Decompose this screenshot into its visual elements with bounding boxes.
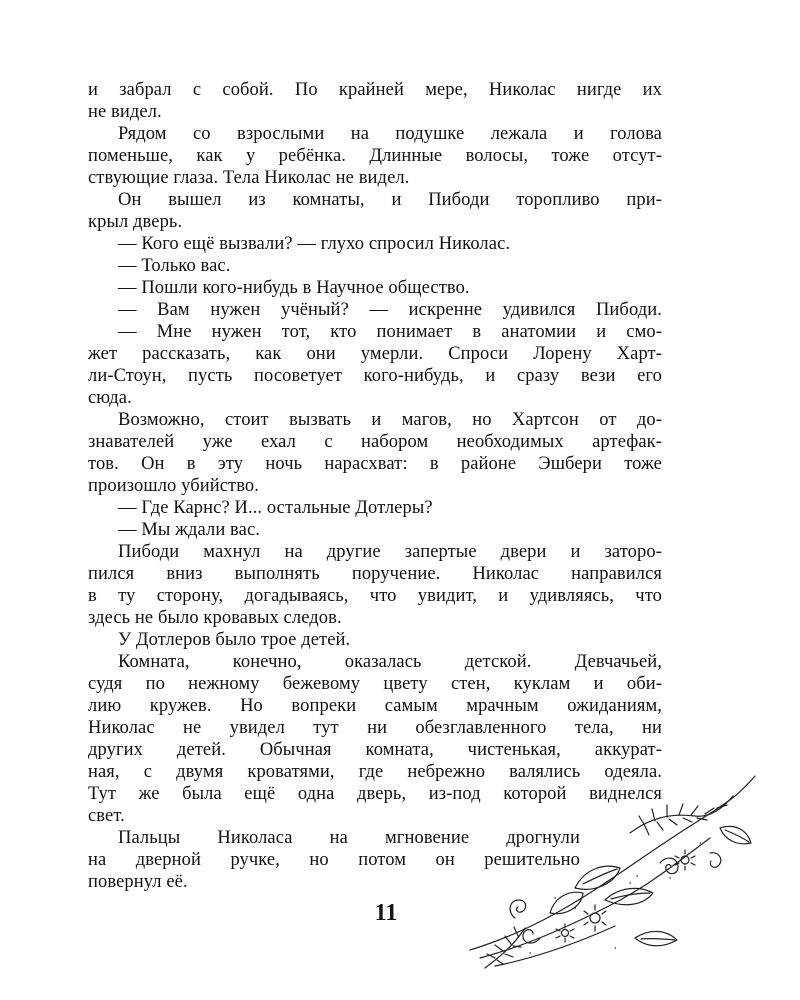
text-line: — Кого ещё вызвали? — глухо спросил Николас. — [118, 234, 511, 254]
text-line: ствующие глаза. Тела Николас не видел. — [88, 168, 410, 188]
text-line: ная, с двумя кроватями, где небрежно валялись одеяла. — [88, 762, 662, 782]
text-line: здесь не было кровавых следов. — [88, 608, 342, 628]
floral-ornament-icon — [455, 768, 765, 978]
text-line: — Мне нужен тот, кто понимает в анатомии и смо- — [118, 322, 662, 342]
text-line: Тут же была ещё одна дверь, из-под которой виднелся — [88, 784, 662, 804]
page-number: 11 — [374, 900, 398, 926]
text-line: — Пошли кого-нибудь в Научное общество. — [118, 278, 470, 298]
text-line: Рядом со взрослыми на подушке лежала и голова — [118, 124, 662, 144]
text-line: крыл дверь. — [88, 212, 183, 232]
text-line: У Дотлеров было трое детей. — [118, 630, 351, 650]
text-line: Пибоди махнул на другие запертые двери и заторо- — [118, 542, 662, 562]
text-line: Пальцы Николаса на мгновение дрогнули — [118, 828, 580, 848]
text-line: в ту сторону, догадываясь, что увидит, и удивляясь, что — [88, 586, 662, 606]
text-line: ли-Стоун, пусть посоветует кого-нибудь, и сразу вези его — [88, 366, 662, 386]
text-line: на дверной ручке, но потом он решительно — [88, 850, 580, 870]
text-line: пился вниз выполнять поручение. Николас направился — [88, 564, 662, 584]
text-line: — Где Карнс? И... остальные Дотлеры? — [118, 498, 433, 518]
text-line: — Только вас. — [118, 256, 231, 276]
text-line: Он вышел из комнаты, и Пибоди торопливо при- — [118, 190, 662, 210]
text-line: произошло убийство. — [88, 476, 260, 496]
text-line: поменьше, как у ребёнка. Длинные волосы, тоже отсут- — [88, 146, 662, 166]
text-line: лию кружев. Но вопреки самым мрачным ожиданиям, — [88, 696, 662, 716]
text-line: свет. — [88, 806, 125, 826]
text-line: повернул её. — [88, 872, 188, 892]
text-line: и забрал с собой. По крайней мере, Николас нигде их — [88, 80, 662, 100]
text-line: сюда. — [88, 388, 132, 408]
text-line: Возможно, стоит вызвать и магов, но Хартсон от до- — [118, 410, 662, 430]
text-line: — Мы ждали вас. — [118, 520, 260, 540]
text-line: судя по нежному бежевому цвету стен, куклам и оби- — [88, 674, 662, 694]
text-line: жет рассказать, как они умерли. Спроси Лорену Харт- — [88, 344, 662, 364]
text-line: не видел. — [88, 102, 162, 122]
text-line: Комната, конечно, оказалась детской. Девчачьей, — [118, 652, 662, 672]
text-line: знавателей уже ехал с набором необходимых артефак- — [88, 432, 662, 452]
text-line: — Вам нужен учёный? — искренне удивился Пибоди. — [118, 300, 662, 320]
text-line: Николас не увидел тут ни обезглавленного тела, ни — [88, 718, 662, 738]
text-line: тов. Он в эту ночь нарасхват: в районе Эшбери тоже — [88, 454, 662, 474]
text-line: других детей. Обычная комната, чистенькая, аккурат- — [88, 740, 662, 760]
